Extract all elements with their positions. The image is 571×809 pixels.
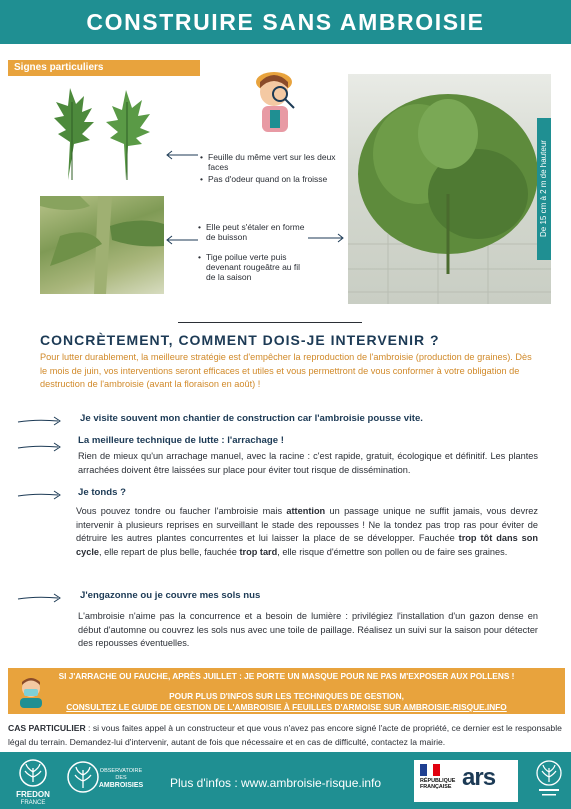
cas-particulier-paragraph: CAS PARTICULIER : si vous faites appel à un constructeur et que vous n'avez pas encore signé l'acte de propriété, ce dernier est le responsable légal du terrain. Demandez-lui d'intervenir, autant de fois que nécessaire et en cas de difficulté, contactez la mairie. (8, 723, 562, 747)
item-heading: Je visite souvent mon chantier de construction car l'ambroisie pousse vite. (80, 413, 423, 424)
observatoire-line: OBSERVATOIRE (99, 768, 143, 774)
warning-line: SI J'ARRACHE OU FAUCHE, APRÈS JUILLET : JE PORTE UN MASQUE POUR NE PAS M'EXPOSER AUX POLLENS ! (58, 671, 515, 681)
pointer-arrow-icon (164, 235, 200, 245)
stem-photo (40, 196, 164, 294)
signes-particuliers-label: Signes particuliers (8, 60, 200, 76)
divider (178, 322, 362, 323)
fredon-logo-icon (18, 758, 48, 788)
feature-item: • Feuille du même vert sur les deux faces (200, 152, 340, 172)
arrow-icon (16, 442, 64, 452)
leaf-features-list (200, 152, 340, 186)
fredon-name: FREDON (16, 790, 50, 799)
republique-label: RÉPUBLIQUE FRANÇAISE (420, 778, 456, 790)
pointer-arrow-icon (164, 150, 200, 160)
item-body: Vous pouvez tondre ou faucher l'ambroisie mais attention un passage unique ne suffit jamais, vous devrez intervenir à plusieurs reprises en surveillant le stade des repousses ! Ne la tondez pas trop ras pour éviter de détruire les autres plantes concurrentes et lui laisser la place de se développer. Fauchée trop tôt dans son cycle, elle repart de plus belle, fauchée trop tard, elle risque d'émettre son pollen ou de faire ses graines. (76, 506, 538, 557)
arrow-icon (16, 593, 64, 603)
item-body: L'ambroisie n'aime pas la concurrence et a besoin de lumière : privilégiez l'installation d'un gazon dense en début d'automne ou couvrez les sols nus avec une toile de paillage. Réalisez un suivi sur la saison pour détecter des repousses éventuelles. (78, 611, 538, 649)
item-heading: La meilleure technique de lutte : l'arrachage ! (78, 435, 284, 446)
footer-info-link[interactable]: Plus d'infos : www.ambroisie-risque.info (170, 776, 382, 790)
pointer-arrow-icon (306, 233, 346, 243)
arrow-icon (16, 490, 64, 500)
fredon-sub: FRANCE (20, 800, 46, 806)
ars-logo-text: ars (462, 764, 496, 791)
leaf-illustration (38, 82, 156, 184)
feature-item: • Pas d'odeur quand on la froisse (200, 174, 340, 184)
feature-item: • Tige poilue verte puis devenant rougeâtre au fil de la saison (198, 252, 310, 282)
plant-features-list (198, 222, 310, 284)
fredon-auvergne-logo-icon (534, 760, 564, 800)
observatoire-line: AMBROISIES (98, 782, 144, 789)
page-title: CONSTRUIRE SANS AMBROISIE (86, 9, 485, 35)
ambroisie-plant-photo (348, 74, 551, 304)
intro-paragraph: Pour lutter durablement, la meilleure stratégie est d'empêcher la reproduction de l'ambroisie (production de graines). Dès le mois de juin, vos interventions seront efficaces et utiles et vous permettront de vous conformer à votre obligation de destruction de l'ambroisie (avant la floraison en août) ! (40, 352, 532, 389)
french-flag-icon (420, 764, 440, 776)
detective-character-illustration (244, 60, 306, 138)
observatoire-logo-icon (66, 760, 100, 794)
section-title: CONCRÈTEMENT, COMMENT DOIS-JE INTERVENIR ? (40, 332, 440, 348)
arrow-icon (16, 416, 64, 426)
item-body: Rien de mieux qu'un arrachage manuel, avec la racine : c'est rapide, gratuit, écologique et définitif. Les plantes arrachées doivent être laissées sur place pour éviter tout risque de dissémination. (78, 451, 538, 475)
warning-info-line: POUR PLUS D'INFOS SUR LES TECHNIQUES DE GESTION, (169, 691, 404, 701)
guide-link[interactable]: CONSULTEZ LE GUIDE DE GESTION DE L'AMBROISIE À FEUILLES D'ARMOISE SUR AMBROISIE-RISQUE.INFO (66, 702, 507, 712)
height-label: De 15 cm à 2 m de hauteur (539, 140, 548, 238)
item-heading: Je tonds ? (78, 487, 126, 498)
observatoire-line: DES (115, 775, 127, 781)
item-heading: J'engazonne ou je couvre mes sols nus (80, 590, 261, 601)
feature-item: • Elle peut s'étaler en forme de buisson (198, 222, 310, 242)
